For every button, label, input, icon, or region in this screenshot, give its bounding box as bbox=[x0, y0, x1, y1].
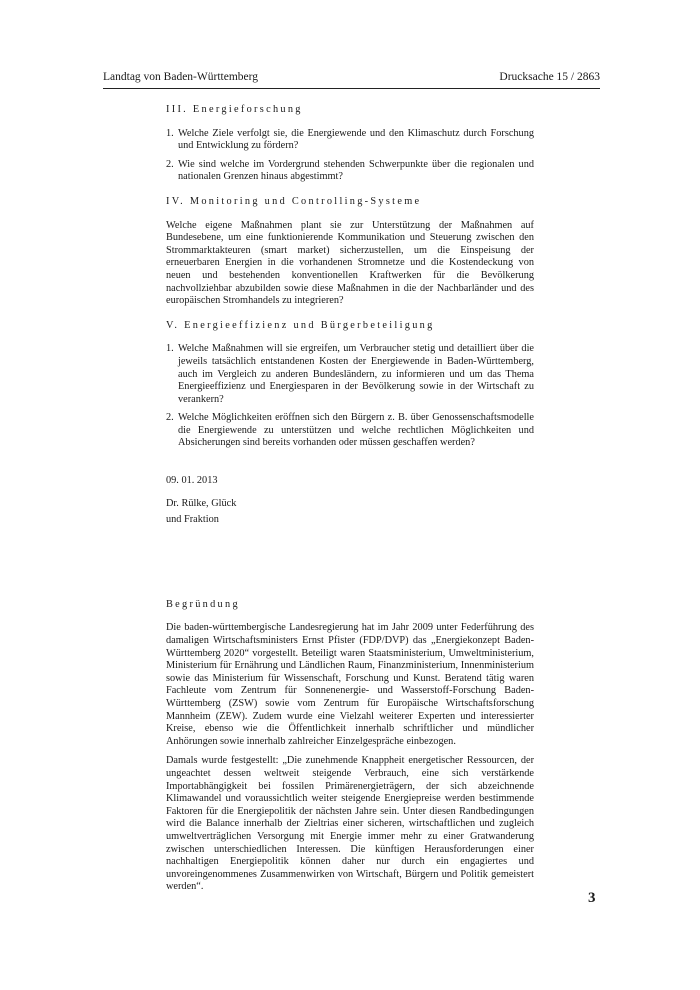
document-date: 09. 01. 2013 bbox=[166, 475, 218, 487]
signature-authors: Dr. Rülke, Glück bbox=[166, 497, 237, 509]
signature-fraction: und Fraktion bbox=[166, 514, 219, 526]
document-body bbox=[166, 104, 534, 901]
header-document-number: Drucksache 15 / 2863 bbox=[499, 71, 600, 83]
item-text: Wie sind welche im Vordergrund stehenden Schwerpunkte über die regionalen und nationalen Grenzen hinaus abgestimmt? bbox=[178, 158, 534, 183]
page-number: 3 bbox=[588, 890, 596, 906]
section-heading-begruendung: Begründung bbox=[166, 598, 240, 610]
header-parliament: Landtag von Baden-Württemberg bbox=[103, 71, 258, 83]
item-number: 2. bbox=[166, 158, 174, 170]
list-item bbox=[166, 343, 534, 406]
item-text: Welche Möglichkeiten eröffnen sich den Bürgern z. B. über Genossenschaftsmodelle die Energiewende zu unterstützen und welche rechtlichen Möglichkeiten und Absicherungen sind bereits vorhanden oder müssen geschaffen werden? bbox=[178, 412, 534, 449]
item-number: 1. bbox=[166, 343, 174, 355]
section-heading-monitoring: IV. Monitoring und Controlling-Systeme bbox=[166, 195, 422, 207]
paragraph-monitoring: Welche eigene Maßnahmen plant sie zur Unterstützung der Maßnahmen auf Bundesebene, um eine funktionierende Kommunikation und Steuerung zwischen den Strommarktakteuren (smart market) sicherzustellen, um die Einspeisung der erneuerbaren Energien in die vorhandenen Stromnetze und die Kostendeckung von neuen und bestehenden konventionellen Kraftwerken für die Bevölkerung nachvollziehbar abzubilden sowie diese Maßnahmen in die der Nachbarländer und des europäischen Stromhandels zu integrieren? bbox=[166, 219, 534, 307]
list-item bbox=[166, 128, 534, 153]
paragraph-begruendung-1: Die baden-württembergische Landesregierung hat im Jahr 2009 unter Federführung des damaligen Wirtschaftsministers Ernst Pfister (FDP/DVP) das „Energiekonzept Baden-Württemberg 2020“ vorgestellt. Beteiligt waren Staatsministerium, Umweltministerium, Ministerium für Ernährung und Ländlichen Raum, Finanzministerium, Innenministerium sowie das Ministerium für Wissenschaft, Forschung und Kunst. Beratend tätig waren Fachleute vom Zentrum für Sonnenenergie- und Wasserstoff-Forschung Baden-Württemberg (ZSW) sowie vom Zentrum für Europäische Wirtschaftsforschung Mannheim (ZEW). Zudem wurde eine Vielzahl weiterer Experten und interessierter Kreise, ebenso wie die Öffentlichkeit innerhalb schriftlicher und mündlicher Anhörungen sowie innerhalb zahlreicher Einzelgespräche einbezogen. bbox=[166, 622, 534, 747]
item-text: Welche Maßnahmen will sie ergreifen, um Verbraucher stetig und detailliert über die jeweils tatsächlich entstandenen Kosten der Energiewende in Baden-Württemberg, auch im Vergleich zu anderen Bundesländern, zu informieren und um das Thema Energieeffizienz und Energiesparen in der Bevölkerung sowie in der Wirtschaft zu verankern? bbox=[178, 343, 534, 405]
item-number: 1. bbox=[166, 127, 174, 139]
item-text: Welche Ziele verfolgt sie, die Energiewende und den Klimaschutz durch Forschung und Entwicklung zu fördern? bbox=[178, 127, 534, 152]
paragraph-begruendung-2: Damals wurde festgestellt: „Die zunehmende Knappheit energetischer Ressourcen, der ungeachtet dessen weltweit steigende Verbrauch, eine sich verstärkende Importabhängigkeit bei fossilen Primärenergieträgern, der sich abzeichnende Klimawandel und voraussichtlich weiter steigende Energiepreise werden bestimmende Faktoren für die Energiepolitik der nächsten Jahre sein. Unter diesen Randbedingungen wird die Balance innerhalb der Zieltrias einer sicheren, wirtschaftlichen und zugleich umweltverträglichen Versorgung mit Energie immer mehr zu einer Gratwanderung zwischen unterschiedlichen Interessen. Die künftigen Herausforderungen einer nachhaltigen Energiepolitik können daher nur durch ein engagiertes und unvoreingenommenes Zusammenwirken von Wirtschaft, Bürgern und Politik gemeistert werden“. bbox=[166, 755, 534, 893]
section-heading-energieeffizienz: V. Energieeffizienz und Bürgerbeteiligung bbox=[166, 319, 435, 331]
list-item bbox=[166, 159, 534, 184]
question-list-energieforschung bbox=[166, 128, 534, 184]
page-header bbox=[103, 70, 600, 89]
section-heading-energieforschung: III. Energieforschung bbox=[166, 104, 303, 115]
question-list-energieeffizienz bbox=[166, 343, 534, 450]
item-number: 2. bbox=[166, 412, 174, 424]
list-item bbox=[166, 412, 534, 450]
